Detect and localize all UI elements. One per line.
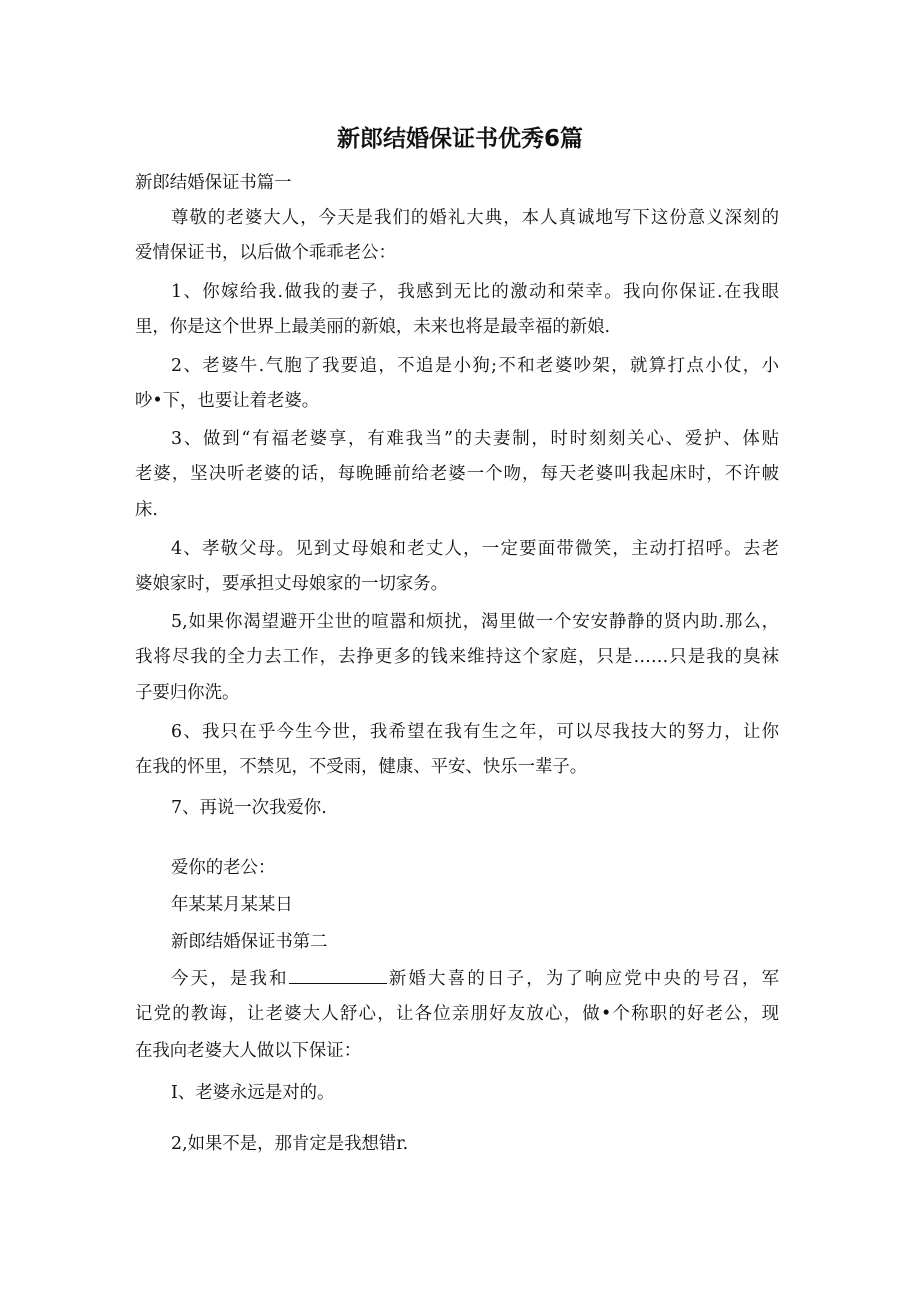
paragraph-text: 今天，是我和 xyxy=(171,969,289,989)
list-item-line: 里，你是这个世界上最美丽的新娘，未来也将是最幸福的新娘. xyxy=(135,317,611,337)
fill-in-blank xyxy=(289,966,387,984)
list-item-line: 子要归你洗。 xyxy=(135,683,240,703)
list-item-line: 6、我只在乎今生今世，我希望在我有生之年，可以尽我技大的努力，让你 xyxy=(171,722,779,742)
list-item-line: 我将尽我的全力去工作，去挣更多的钱来维持这个家庭，只是……只是我的臭袜 xyxy=(135,647,779,667)
list-item-line: 5,如果你渴望避开尘世的喧嚣和烦扰，渴里做一个安安静静的贤内助.那么， xyxy=(171,612,779,632)
document-title: 新郎结婚保证书优秀6篇 xyxy=(336,126,583,152)
paragraph-line: 爱情保证书，以后做个乖乖老公： xyxy=(135,243,396,263)
list-item-line: 3、做到“有福老婆享，有难我当”的夫妻制，时时刻刻关心、爱护、体贴 xyxy=(171,429,779,449)
list-item-line: 4、孝敬父母。见到丈母娘和老丈人，一定要面带微笑，主动打招呼。去老 xyxy=(171,539,779,559)
signature-line: 爱你的老公： xyxy=(171,858,276,878)
list-item-line: 2、老婆牛.气胞了我要追，不追是小狗;不和老婆吵架，就算打点小仗，小 xyxy=(171,356,779,376)
section-heading: 新郎结婚保证书篇一 xyxy=(135,173,292,193)
list-item-line: 床. xyxy=(135,500,158,520)
paragraph-line xyxy=(171,966,779,991)
list-item-line: 2,如果不是，那肯定是我想错r. xyxy=(171,1134,409,1154)
date-line: 年某某月某某日 xyxy=(171,895,293,915)
list-item-line: 7、再说一次我爱你. xyxy=(171,798,327,818)
list-item-line: 婆娘家时，要承担丈母娘家的一切家务。 xyxy=(135,574,449,594)
section-heading: 新郎结婚保证书第二 xyxy=(171,932,328,952)
paragraph-line: 尊敬的老婆大人，今天是我们的婚礼大典，本人真诚地写下这份意义深刻的 xyxy=(171,208,779,228)
list-item-line: I、老婆永远是对的。 xyxy=(171,1083,335,1103)
paragraph-line: 在我向老婆大人做以下保证： xyxy=(135,1041,362,1061)
paragraph-line: 记党的教诲，让老婆大人舒心，让各位亲朋好友放心，做•个称职的好老公，现 xyxy=(135,1004,779,1024)
list-item-line: 吵•下，也要让着老婆。 xyxy=(135,391,320,411)
list-item-line: 老婆，坚决听老婆的话，每晚睡前给老婆一个吻，每天老婆叫我起床时，不许帔 xyxy=(135,464,779,484)
paragraph-text: 新婚大喜的日子，为了响应党中央的号召，军 xyxy=(386,969,779,989)
list-item-line: 在我的怀里，不禁见，不受雨，健康、平安、快乐一辈子。 xyxy=(135,757,588,777)
list-item-line: 1、你嫁给我.做我的妻子，我感到无比的激动和荣幸。我向你保证.在我眼 xyxy=(171,282,779,302)
